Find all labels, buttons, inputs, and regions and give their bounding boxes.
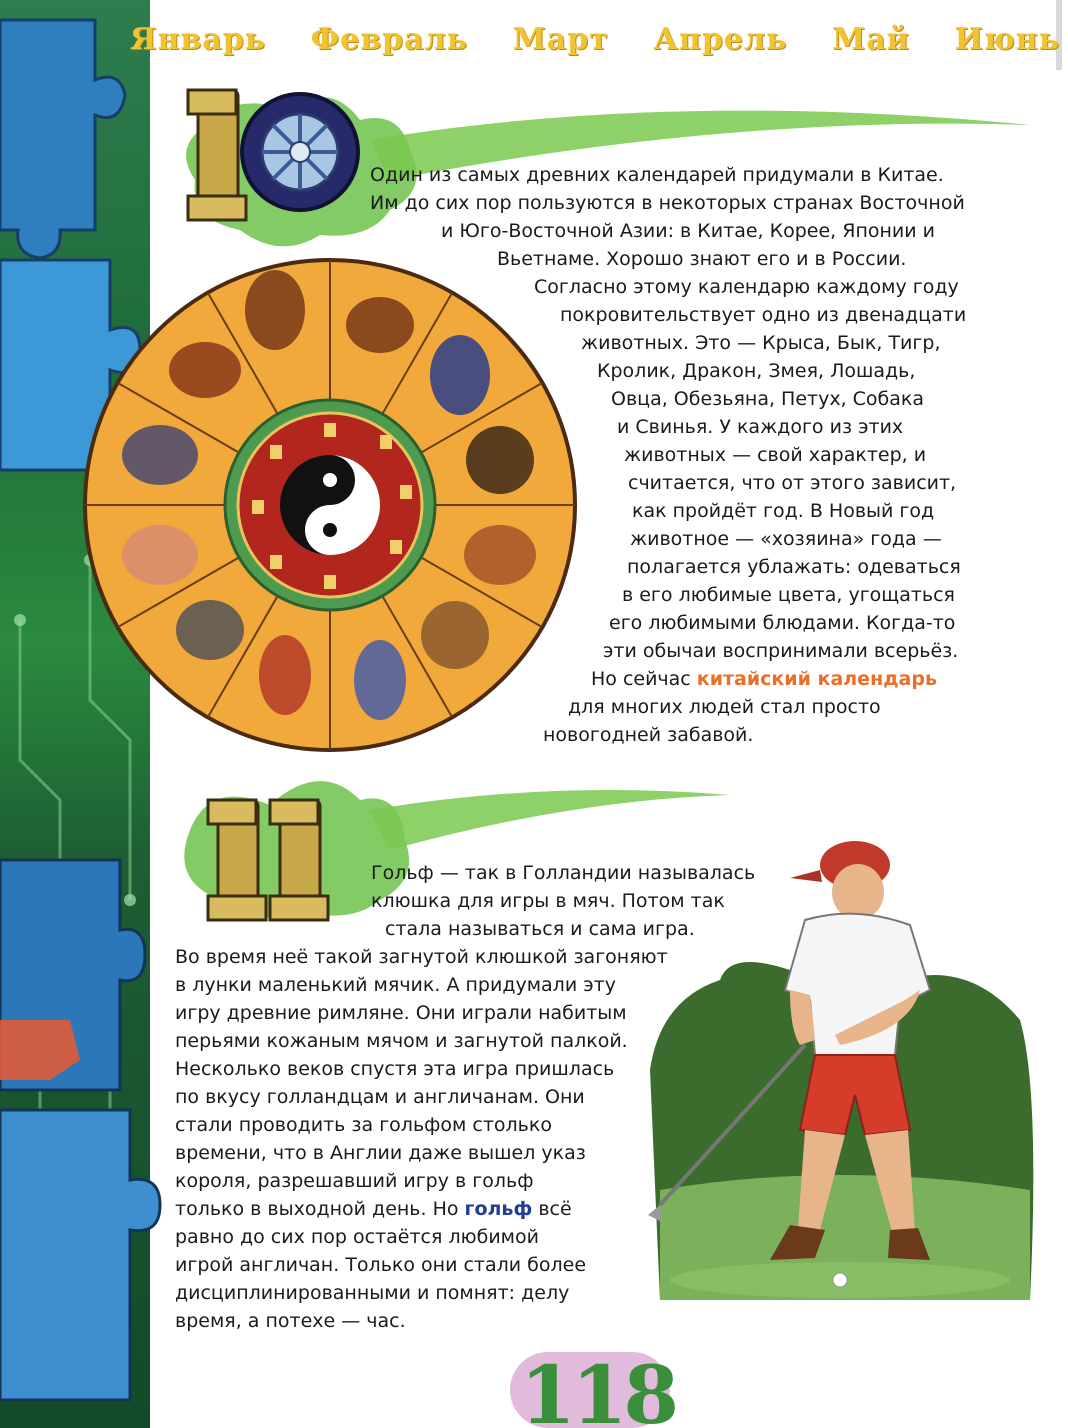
section-10-line: его любимыми блюдами. Когда-то: [609, 612, 956, 634]
section-11-line: по вкусу голландцам и англичанам. Они: [175, 1086, 585, 1108]
section-11-line: [175, 1196, 572, 1224]
section-10-line: животных. Это — Крыса, Бык, Тигр,: [581, 332, 941, 354]
line-text: только в выходной день. Но: [175, 1198, 465, 1220]
section-10-line: Им до сих пор пользуются в некоторых странах Восточной: [370, 192, 965, 214]
line-text: всё: [532, 1198, 572, 1220]
section-10-line: для многих людей стал просто: [568, 696, 881, 718]
month-january: Январь: [130, 22, 267, 57]
section-10-line: эти обычаи воспринимали всерьёз.: [603, 640, 959, 662]
section-10-line: как пройдёт год. В Новый год: [632, 500, 935, 522]
month-may: Май: [832, 22, 910, 57]
section-11-line: Гольф — так в Голландии называлась: [371, 862, 756, 884]
section-11-line: стала называться и сама игра.: [385, 918, 695, 940]
page-number: 118: [520, 1348, 675, 1428]
section-10-line: покровительствует одно из двенадцати: [560, 304, 967, 326]
section-11-line: в лунки маленький мячик. А придумали эту: [175, 974, 616, 996]
section-10-line: Овца, Обезьяна, Петух, Собака: [611, 388, 925, 410]
month-march: Март: [512, 22, 609, 57]
highlighted-term: китайский календарь: [696, 668, 937, 690]
section-11-line: стали проводить за гольфом столько: [175, 1114, 552, 1136]
section-11-line: время, а потехе — час.: [175, 1310, 406, 1332]
section-11-line: игрой англичан. Только они стали более: [175, 1254, 587, 1276]
month-april: Апрель: [653, 22, 788, 57]
section-10-line: Кролик, Дракон, Змея, Лошадь,: [597, 360, 916, 382]
month-february: Февраль: [310, 22, 468, 57]
section-11-line: клюшка для игры в мяч. Потом так: [371, 890, 725, 912]
section-10-line: полагается ублажать: одеваться: [627, 556, 961, 578]
section-10-line: в его любимые цвета, угощаться: [622, 584, 955, 606]
section-11-line: короля, разрешавший игру в гольф: [175, 1170, 534, 1192]
section-10-line: и Свинья. У каждого из этих: [617, 416, 904, 438]
months-header: [130, 22, 1060, 57]
section-11-line: игру древние римляне. Они играли набитым: [175, 1002, 627, 1024]
section-11-line: Во время неё такой загнутой клюшкой загоняют: [175, 946, 668, 968]
month-june: Июнь: [954, 22, 1060, 57]
section-10-line: Один из самых древних календарей придумали в Китае.: [370, 164, 944, 186]
section-10-line: новогодней забавой.: [543, 724, 754, 746]
chinese-zodiac-wheel: [80, 255, 580, 755]
highlighted-term: гольф: [464, 1198, 533, 1220]
section-10-line: животных — свой характер, и: [624, 444, 927, 466]
section-11-line: равно до сих пор остаётся любимой: [175, 1226, 539, 1248]
section-10-line: Согласно этому календарю каждому году: [534, 276, 959, 298]
section-10-line: животное — «хозяина» года —: [630, 528, 942, 550]
line-text: Но сейчас: [591, 668, 697, 690]
section-11-line: перьями кожаным мячом и загнутой палкой.: [175, 1030, 628, 1052]
section-10-line: [591, 666, 937, 694]
section-10-line: и Юго-Восточной Азии: в Китае, Корее, Японии и: [441, 220, 935, 242]
section-10-line: считается, что от этого зависит,: [628, 472, 957, 494]
section-11-line: времени, что в Англии даже вышел указ: [175, 1142, 586, 1164]
section-11-line: Несколько веков спустя эта игра пришлась: [175, 1058, 615, 1080]
section-11-line: дисциплинированными и помнят: делу: [175, 1282, 570, 1304]
section-10-line: Вьетнаме. Хорошо знают его и в России.: [497, 248, 907, 270]
